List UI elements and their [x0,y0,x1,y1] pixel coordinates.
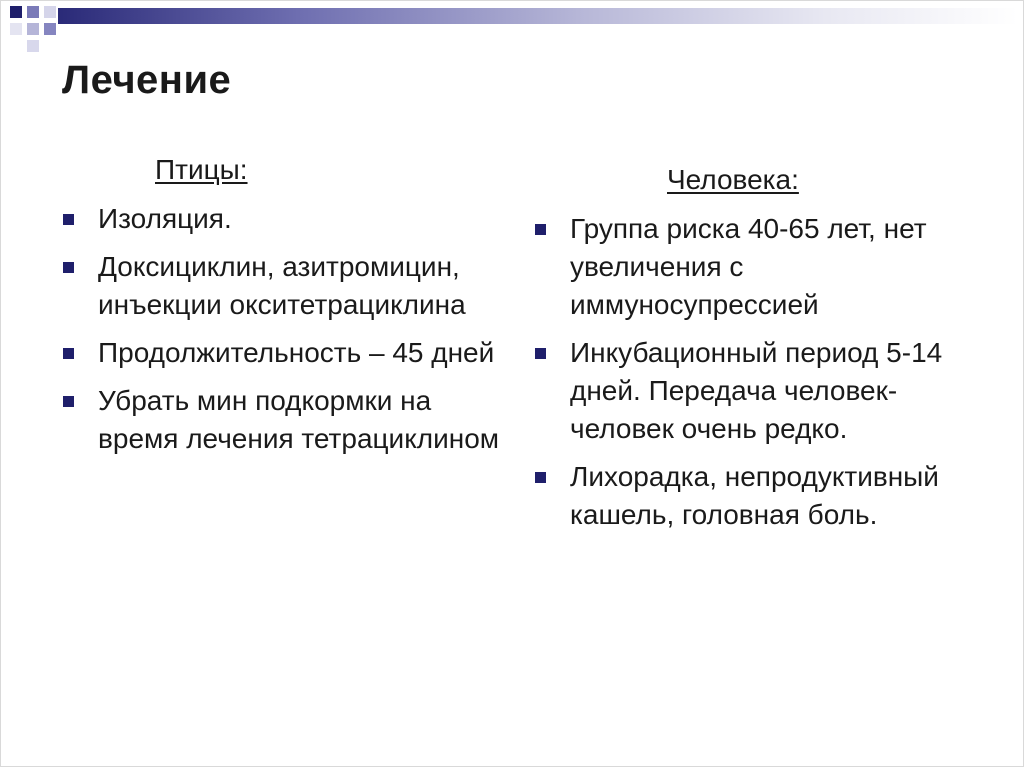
birds-list [60,200,500,458]
decor-square [10,23,22,35]
list-item: Лихорадка, непродуктивный кашель, головная боль. [532,458,982,534]
list-item: Группа риска 40-65 лет, нет увеличения с иммуносупрессией [532,210,982,324]
square-bullet-icon [63,262,74,273]
list-item: Доксициклин, азитромицин, инъекции окситетрациклина [60,248,500,324]
list-item: Продолжительность – 45 дней [60,334,500,372]
square-bullet-icon [63,396,74,407]
decor-square [44,6,56,18]
humans-heading: Человека: [667,164,799,195]
decor-square [27,40,39,52]
decor-square [27,23,39,35]
decor-square [44,23,56,35]
square-bullet-icon [63,214,74,225]
list-item: Инкубационный период 5-14 дней. Передача человек-человек очень редко. [532,334,982,448]
square-bullet-icon [535,348,546,359]
humans-column [532,160,982,544]
square-bullet-icon [63,348,74,359]
birds-column [60,150,500,468]
square-bullet-icon [535,472,546,483]
decor-square [10,6,22,18]
square-bullet-icon [535,224,546,235]
decor-square [27,6,39,18]
slide-title: Лечение [62,58,232,102]
humans-list [532,210,982,534]
header-gradient-bar [58,8,1018,24]
birds-heading: Птицы: [155,154,248,185]
list-item: Убрать мин подкормки на время лечения тетрациклином [60,382,500,458]
list-item: Изоляция. [60,200,500,238]
